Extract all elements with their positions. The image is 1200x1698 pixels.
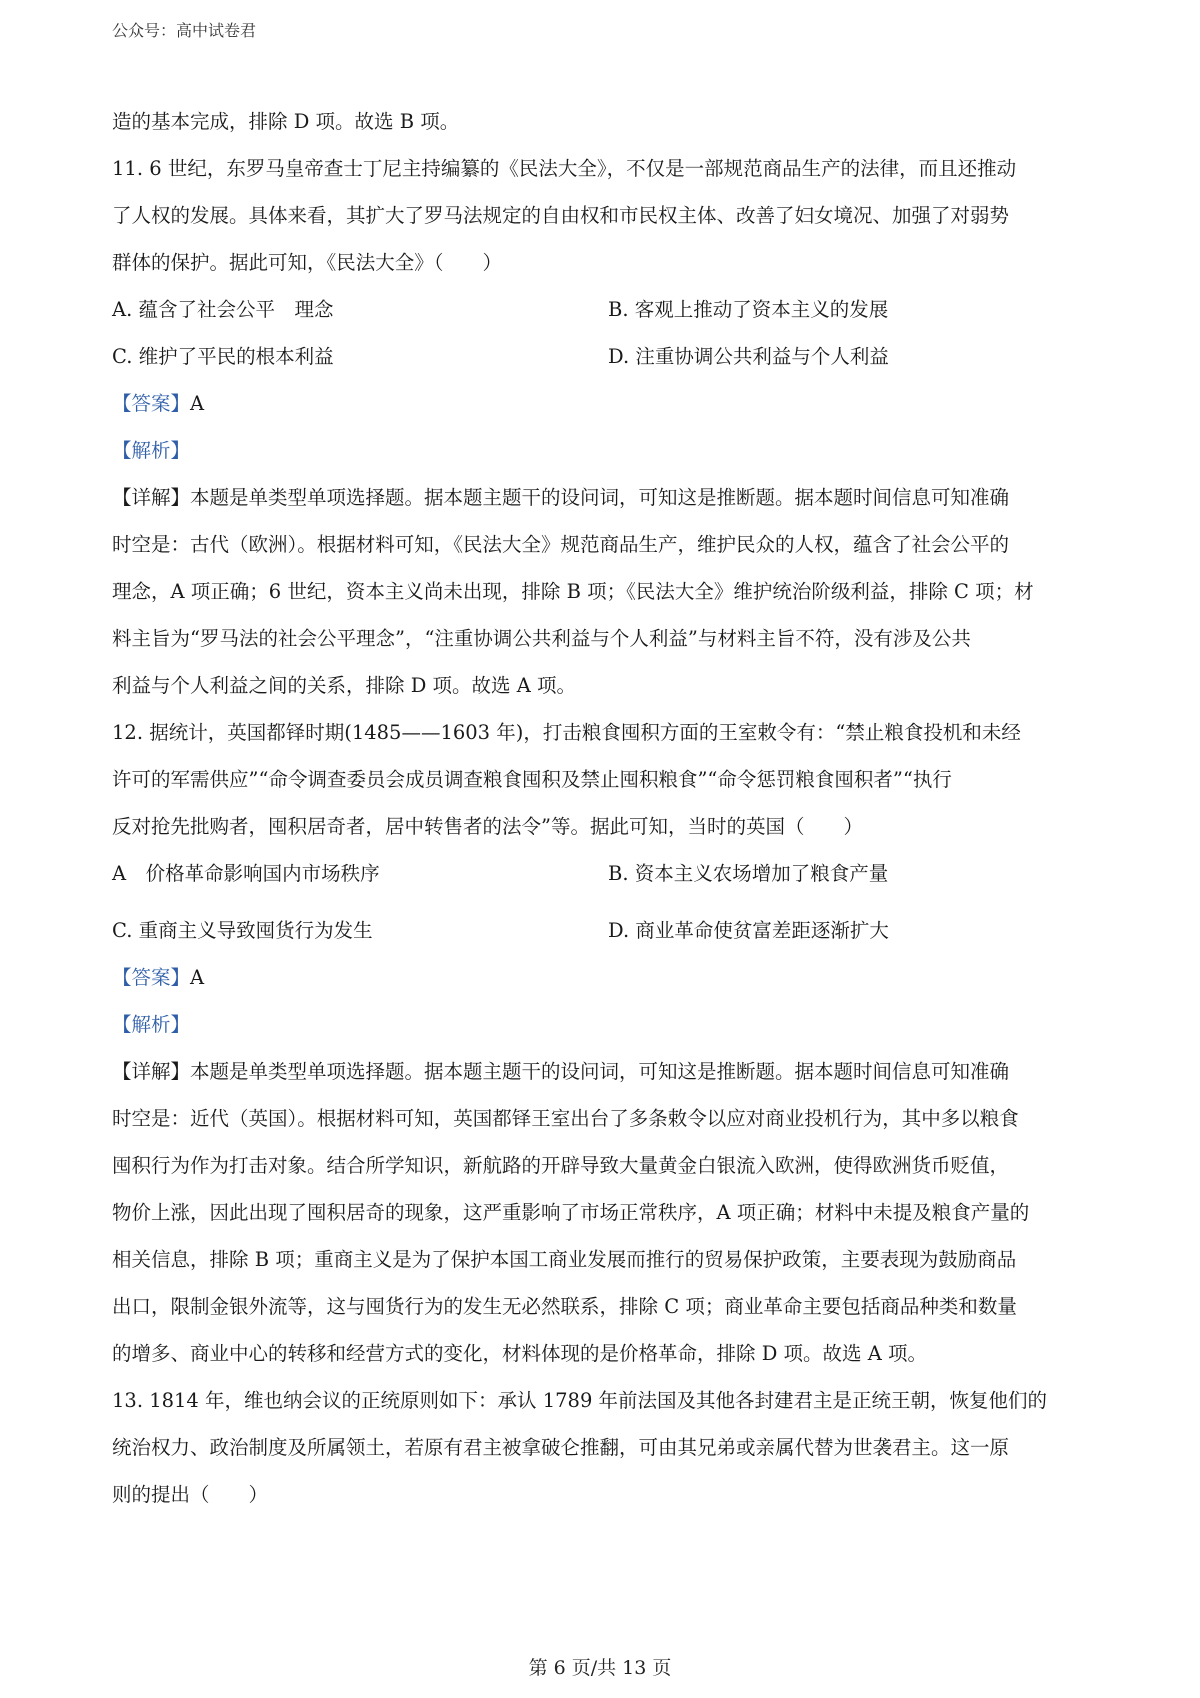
- previous-answer-tail: 造的基本完成，排除 D 项。故选 B 项。: [112, 110, 460, 133]
- question-13-line-3: 则的提出（ ）: [112, 1483, 269, 1506]
- question-12-option-b: B. 资本主义农场增加了粮食产量: [608, 862, 889, 885]
- question-12-detail-line-6: 出口，限制金银外流等，这与囤货行为的发生无必然联系，排除 C 项；商业革命主要包括商品种类和数量: [112, 1295, 1017, 1318]
- question-12-detail-line-7: 的增多、商业中心的转移和经营方式的变化，材料体现的是价格革命，排除 D 项。故选 A 项。: [112, 1342, 928, 1365]
- answer-tag: 【答案】: [112, 966, 191, 989]
- answer-value: A: [190, 966, 205, 989]
- question-11-option-c: C. 维护了平民的根本利益: [112, 345, 334, 368]
- answer-tag: 【答案】: [112, 392, 191, 415]
- question-11-analysis: [112, 427, 1098, 474]
- question-12-option-c: C. 重商主义导致囤货行为发生: [112, 919, 373, 942]
- question-11-options-row-1: [112, 286, 1098, 333]
- analysis-tag: 【解析】: [112, 439, 191, 462]
- analysis-tag: 【解析】: [112, 1013, 191, 1036]
- question-11-detail-line-1: [112, 474, 1098, 521]
- question-12-detail-line-3: 囤积行为作为打击对象。结合所学知识，新航路的开辟导致大量黄金白银流入欧洲，使得欧洲货币贬值，: [112, 1154, 1010, 1177]
- question-12-analysis: [112, 1001, 1098, 1048]
- question-11-detail-line-4: 料主旨为“罗马法的社会公平理念”，“注重协调公共利益与个人利益”与材料主旨不符，没有涉及公共: [112, 627, 971, 650]
- document-body: [112, 98, 1098, 1518]
- question-11-line-2: 了人权的发展。具体来看，其扩大了罗马法规定的自由权和市民权主体、改善了妇女境况、加强了对弱势: [112, 204, 1010, 227]
- question-12-options-row-2: [112, 907, 1098, 954]
- detail-tag: 【详解】: [112, 486, 191, 509]
- question-13-line-2: 统治权力、政治制度及所属领土，若原有君主被拿破仑推翻，可由其兄弟或亲属代替为世袭君主。这一原: [112, 1436, 1010, 1459]
- question-11-line-3: 群体的保护。据此可知，《民法大全》（ ）: [112, 251, 503, 274]
- question-12: [112, 709, 1098, 1377]
- question-12-detail-line-1: [112, 1048, 1098, 1095]
- question-12-answer: [112, 954, 1098, 1001]
- question-11-detail-line-5: 利益与个人利益之间的关系，排除 D 项。故选 A 项。: [112, 674, 577, 697]
- question-12-option-a: A 价格革命影响国内市场秩序: [112, 862, 380, 885]
- page-number: 第 6 页/共 13 页: [528, 1657, 672, 1679]
- answer-value: A: [190, 392, 205, 415]
- question-11-detail-line-3: 理念，A 项正确；6 世纪，资本主义尚未出现，排除 B 项；《民法大全》维护统治阶级利益，排除 C 项；材: [112, 580, 1034, 603]
- question-11-line-1: 11. 6 世纪，东罗马皇帝查士丁尼主持编纂的《民法大全》，不仅是一部规范商品生产的法律，而且还推动: [112, 157, 1017, 180]
- detail-text: 本题是单类型单项选择题。据本题主题干的设问词，可知这是推断题。据本题时间信息可知准确: [190, 1060, 1010, 1083]
- question-13-line-1: 13. 1814 年，维也纳会议的正统原则如下：承认 1789 年前法国及其他各封建君主是正统王朝，恢复他们的: [112, 1389, 1048, 1412]
- question-11-options-row-2: [112, 333, 1098, 380]
- question-12-detail-line-2: 时空是：近代（英国）。根据材料可知，英国都铎王室出台了多条敕令以应对商业投机行为，其中多以粮食: [112, 1107, 1019, 1130]
- question-12-detail-line-4: 物价上涨，因此出现了囤积居奇的现象，这严重影响了市场正常秩序，A 项正确；材料中未提及粮食产量的: [112, 1201, 1030, 1224]
- question-12-line-1: 12. 据统计，英国都铎时期(1485——1603 年)，打击粮食囤积方面的王室敕令有：“禁止粮食投机和未经: [112, 721, 1021, 744]
- question-11-option-b: B. 客观上推动了资本主义的发展: [608, 298, 889, 321]
- question-11-option-d: D. 注重协调公共利益与个人利益: [608, 345, 889, 368]
- question-12-options-row-1: [112, 850, 1098, 897]
- question-12-line-3: 反对抢先批购者，囤积居奇者，居中转售者的法令”等。据此可知，当时的英国（ ）: [112, 815, 863, 838]
- question-11-answer: [112, 380, 1098, 427]
- question-11: [112, 145, 1098, 709]
- detail-text: 本题是单类型单项选择题。据本题主题干的设问词，可知这是推断题。据本题时间信息可知准确: [190, 486, 1010, 509]
- question-12-option-d: D. 商业革命使贫富差距逐渐扩大: [608, 919, 889, 942]
- question-11-detail-line-2: 时空是：古代（欧洲）。根据材料可知，《民法大全》规范商品生产，维护民众的人权，蕴含了社会公平的: [112, 533, 1010, 556]
- detail-tag: 【详解】: [112, 1060, 191, 1083]
- watermark-header: 公众号：高中试卷君: [112, 21, 257, 40]
- question-12-detail-line-5: 相关信息，排除 B 项；重商主义是为了保护本国工商业发展而推行的贸易保护政策，主要表现为鼓励商品: [112, 1248, 1017, 1271]
- question-12-line-2: 许可的军需供应”“命令调查委员会成员调查粮食囤积及禁止囤积粮食”“命令惩罚粮食囤积者”“执行: [112, 768, 952, 791]
- question-13: [112, 1377, 1098, 1518]
- question-11-option-a: A. 蕴含了社会公平 理念: [112, 298, 334, 321]
